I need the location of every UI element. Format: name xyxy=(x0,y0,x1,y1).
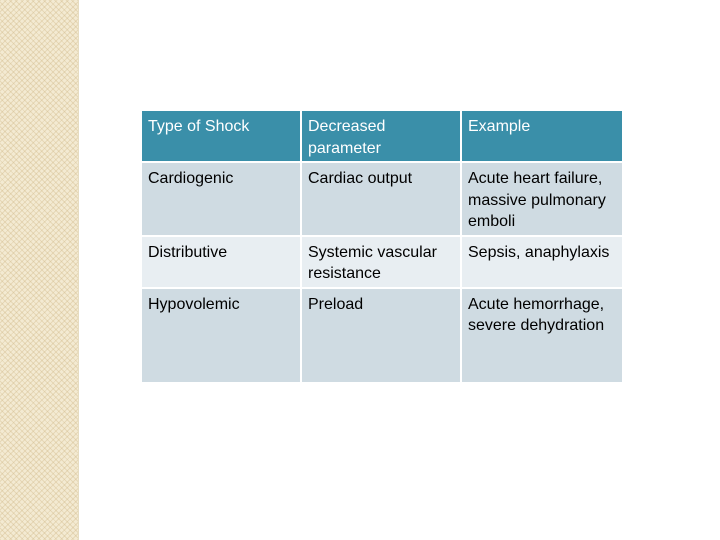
table-row xyxy=(142,163,622,235)
header-decreased-parameter: Decreased parameter xyxy=(302,111,460,161)
cell-example: Acute hemorrhage, severe dehydration xyxy=(462,289,622,382)
cell-parameter: Preload xyxy=(302,289,460,382)
header-example: Example xyxy=(462,111,622,161)
shock-types-table xyxy=(140,109,624,384)
table-header-row xyxy=(142,111,622,161)
decorative-side-strip xyxy=(0,0,79,540)
header-type-of-shock: Type of Shock xyxy=(142,111,300,161)
cell-type: Hypovolemic xyxy=(142,289,300,382)
cell-type: Distributive xyxy=(142,237,300,287)
cell-parameter: Systemic vascular resistance xyxy=(302,237,460,287)
cell-example: Sepsis, anaphylaxis xyxy=(462,237,622,287)
table-row xyxy=(142,237,622,287)
cell-type: Cardiogenic xyxy=(142,163,300,235)
cell-parameter: Cardiac output xyxy=(302,163,460,235)
cell-example: Acute heart failure, massive pulmonary emboli xyxy=(462,163,622,235)
table-row xyxy=(142,289,622,382)
